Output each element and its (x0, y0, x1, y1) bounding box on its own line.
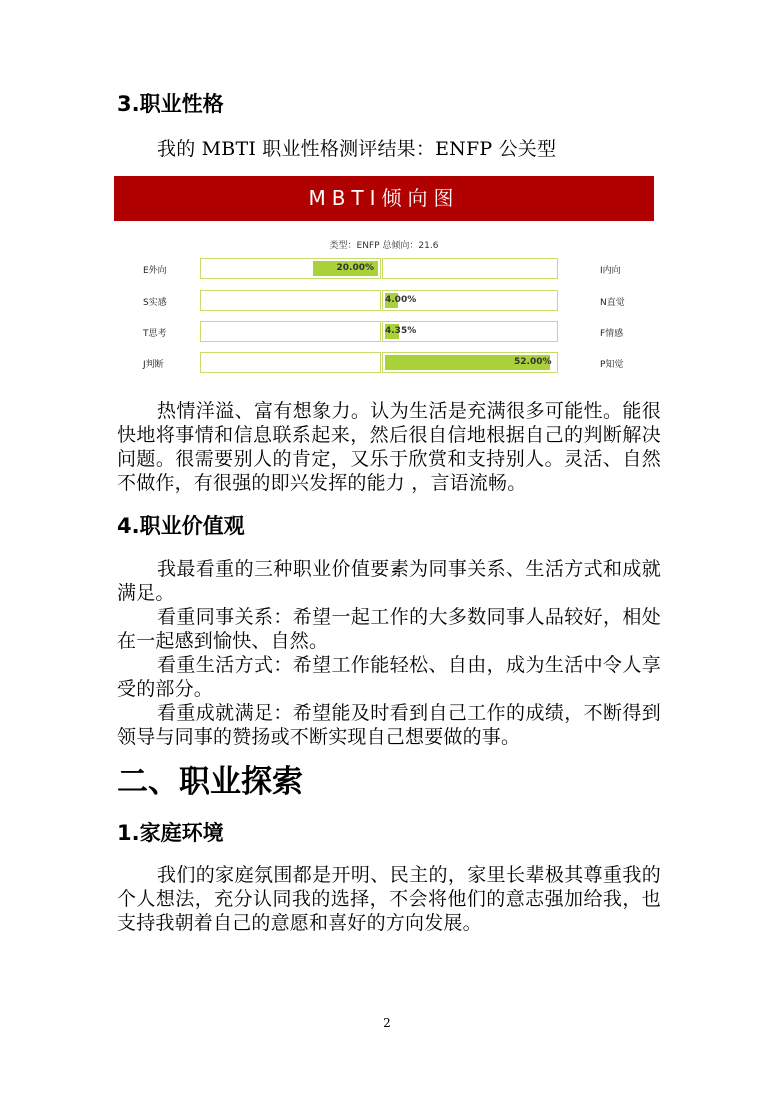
mbti-right-bar-box (382, 321, 558, 342)
values-paragraph-1: 我最看重的三种职业价值要素为同事关系、生活方式和成就满足。 (117, 558, 661, 604)
mbti-bar-value-label: 4.00% (385, 295, 417, 305)
values-paragraph-3: 看重生活方式：希望工作能轻松、自由，成为生活中令人享受的部分。 (117, 654, 661, 700)
mbti-bar-value-label: 20.00% (336, 263, 374, 273)
mbti-left-label: J判断 (143, 360, 164, 370)
mbti-left-bar-box (200, 321, 381, 342)
section-title-career-personality: 3.职业性格 (117, 92, 224, 116)
values-paragraph-2: 看重同事关系：希望一起工作的大多数同事人品较好，相处在一起感到愉快、自然。 (117, 606, 661, 652)
mbti-chart (114, 176, 654, 384)
mbti-left-bar-box (200, 290, 381, 311)
personality-description: 热情洋溢、富有想象力。认为生活是充满很多可能性。能很快地将事情和信息联系起来，然后很自信地根据自己的判断解决问题。很需要别人的肯定，又乐于欣赏和支持别人。灵活、自然不做作，有很强的即兴发挥的能力 ，言语流畅。 (117, 400, 661, 494)
section-title-family-environment: 1.家庭环境 (117, 821, 224, 845)
mbti-right-label: N直觉 (600, 298, 625, 308)
values-paragraph-4: 看重成就满足：希望能及时看到自己工作的成绩，不断得到领导与同事的赞扬或不断实现自己想要做的事。 (117, 702, 661, 748)
mbti-right-label: F情感 (600, 329, 624, 339)
page-number: 2 (383, 1016, 391, 1030)
mbti-bar-value-label: 4.35% (385, 326, 417, 336)
mbti-left-label: S实感 (143, 298, 167, 308)
mbti-chart-title: MBTI倾向图 (114, 176, 654, 221)
mbti-right-bar-box (382, 258, 558, 279)
mbti-left-bar-box (200, 258, 381, 279)
mbti-right-bar-box (382, 352, 558, 373)
family-paragraph: 我们的家庭氛围都是开明、民主的，家里长辈极其尊重我的个人想法，充分认同我的选择，不会将他们的意志强加给我，也支持我朝着自己的意愿和喜好的方向发展。 (117, 864, 661, 934)
mbti-result-text: 我的 MBTI 职业性格测评结果：ENFP 公关型 (157, 138, 557, 160)
mbti-right-bar-box (382, 290, 558, 311)
section-title-career-values: 4.职业价值观 (117, 514, 245, 538)
mbti-bar-value-label: 52.00% (514, 357, 552, 367)
mbti-left-label: T思考 (143, 329, 167, 339)
chapter-title-career-exploration: 二、职业探索 (117, 764, 303, 800)
mbti-left-bar-box (200, 352, 381, 373)
mbti-right-label: P知觉 (600, 360, 624, 370)
mbti-chart-subtitle: 类型：ENFP 总倾向：21.6 (329, 241, 439, 251)
mbti-left-label: E外向 (143, 266, 167, 276)
mbti-right-label: I内向 (600, 266, 621, 276)
